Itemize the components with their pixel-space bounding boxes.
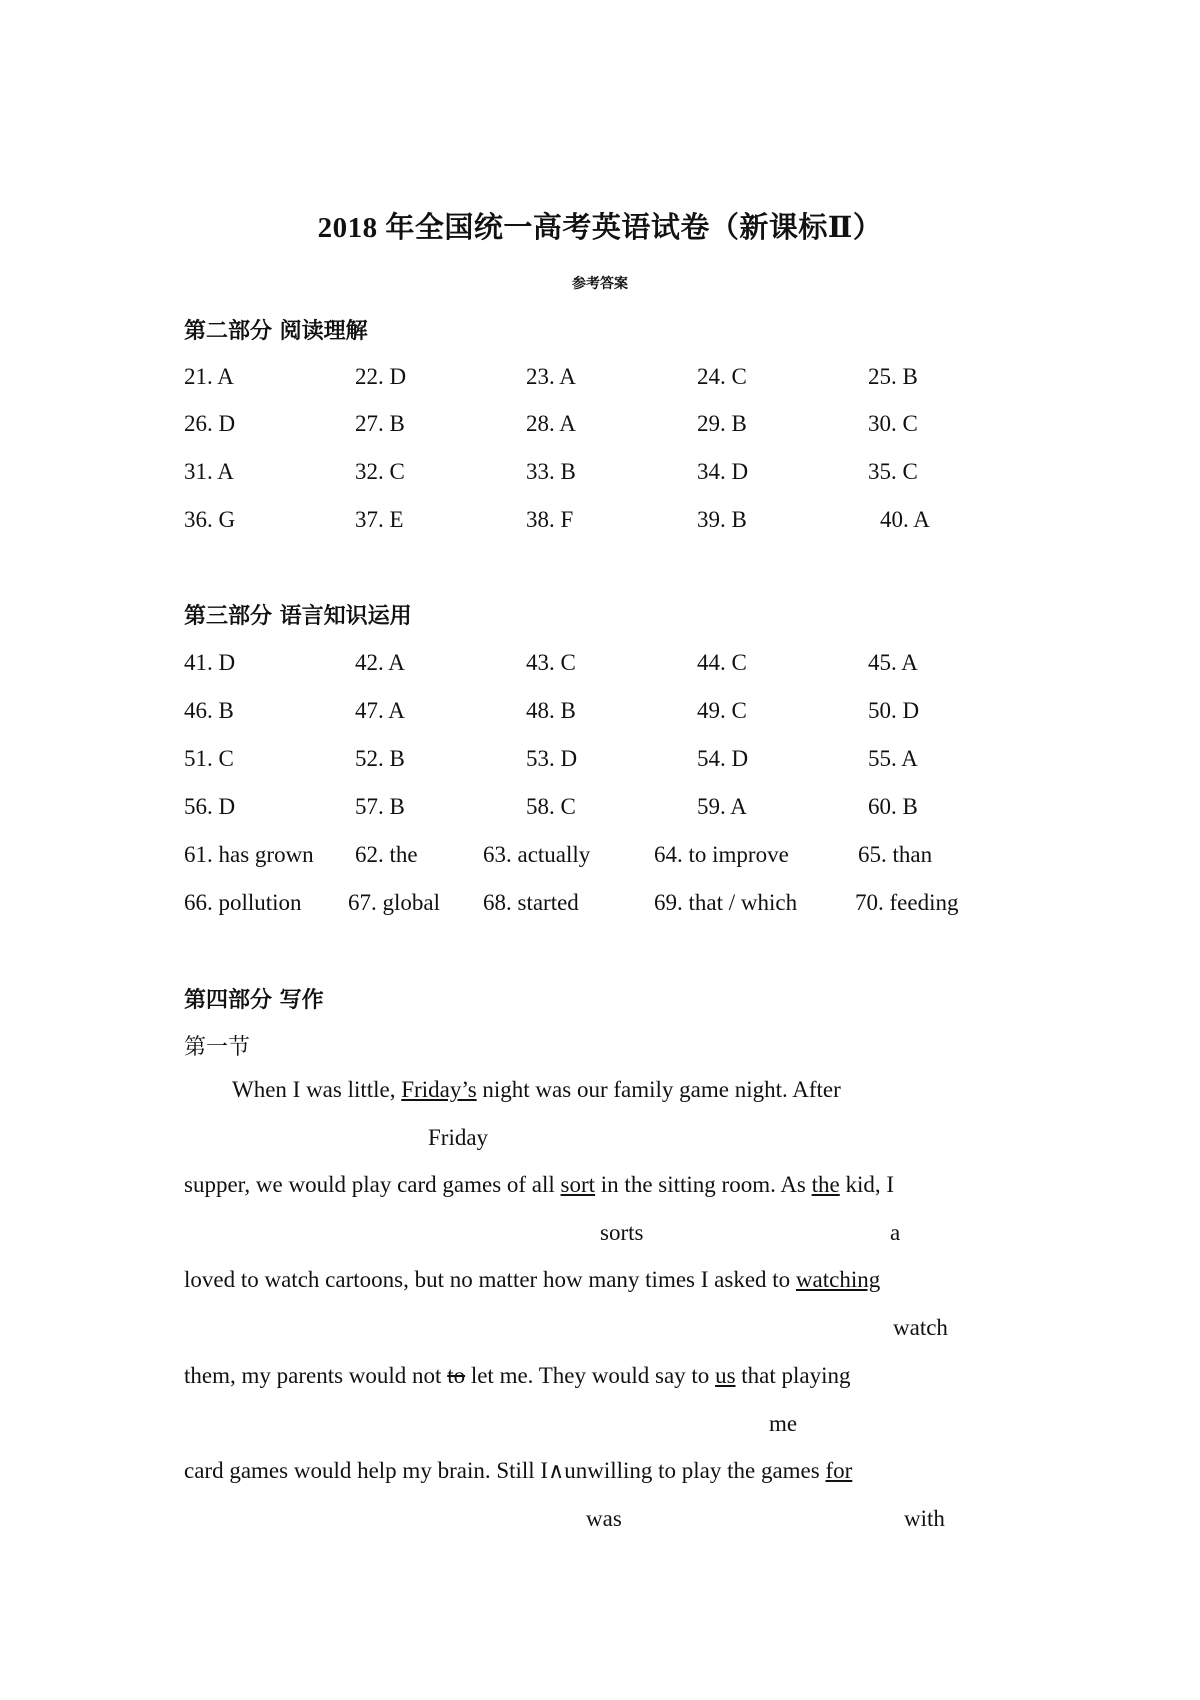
essay-text: them, my parents would not <box>184 1363 448 1388</box>
essay-text: card games would help my brain. Still I <box>184 1458 549 1483</box>
part4-section-label: 第一节 <box>184 1035 251 1060</box>
answer-item: 55. A <box>868 746 918 771</box>
answer-item: 47. A <box>355 698 405 723</box>
answer-item: 33. B <box>526 459 576 484</box>
answer-item: 32. C <box>355 459 405 484</box>
part3-heading: 第三部分 语言知识运用 <box>184 604 412 629</box>
answer-item: 29. B <box>697 411 747 436</box>
answer-item: 38. F <box>526 507 574 532</box>
essay-line-3 <box>184 1267 880 1293</box>
answer-item: 69. that / which <box>654 890 798 915</box>
answer-item: 56. D <box>184 794 236 819</box>
essay-deletion: to <box>447 1363 466 1388</box>
answer-item: 36. G <box>184 507 236 532</box>
answer-item: 62. the <box>355 842 418 867</box>
answer-item: 24. C <box>697 364 747 389</box>
answer-item: 30. C <box>868 411 918 436</box>
answer-item: 58. C <box>526 794 576 819</box>
essay-text: kid, I <box>839 1172 895 1197</box>
correction: sorts <box>600 1220 644 1245</box>
essay-error: watching <box>795 1267 881 1292</box>
answer-item: 34. D <box>697 459 749 484</box>
answer-item: 64. to improve <box>654 842 789 867</box>
answer-item: 43. C <box>526 650 576 675</box>
correction: watch <box>893 1315 948 1340</box>
answer-item: 48. B <box>526 698 576 723</box>
answer-item: 60. B <box>868 794 918 819</box>
essay-error: the <box>811 1172 840 1197</box>
essay-text: let me. They would say to <box>465 1363 716 1388</box>
answer-item: 21. A <box>184 364 234 389</box>
answer-item: 45. A <box>868 650 918 675</box>
part2-heading: 第二部分 阅读理解 <box>184 319 368 344</box>
answer-item: 25. B <box>868 364 918 389</box>
essay-line-5 <box>184 1458 852 1484</box>
answer-item: 70. feeding <box>855 890 959 915</box>
answer-item: 31. A <box>184 459 234 484</box>
answer-item: 63. actually <box>483 842 591 867</box>
correction: a <box>890 1220 901 1245</box>
answer-item: 23. A <box>526 364 576 389</box>
essay-line-4 <box>184 1363 851 1389</box>
answer-item: 50. D <box>868 698 920 723</box>
answer-item: 37. E <box>355 507 404 532</box>
essay-text: When I was little, <box>232 1077 402 1102</box>
answer-item: 61. has grown <box>184 842 314 867</box>
essay-error: for <box>825 1458 853 1483</box>
answer-item: 68. started <box>483 890 579 915</box>
essay-text: unwilling to play the games <box>564 1458 826 1483</box>
answer-item: 35. C <box>868 459 918 484</box>
answer-item: 26. D <box>184 411 236 436</box>
essay-error: Friday’s <box>401 1077 477 1102</box>
answer-item: 22. D <box>355 364 407 389</box>
answer-item: 65. than <box>858 842 933 867</box>
part4-heading: 第四部分 写作 <box>184 988 324 1013</box>
answer-item: 51. C <box>184 746 234 771</box>
insert-caret: ∧ <box>548 1459 565 1484</box>
correction: me <box>769 1411 798 1436</box>
answer-item: 54. D <box>697 746 749 771</box>
essay-line-2 <box>184 1172 894 1198</box>
answer-item: 57. B <box>355 794 405 819</box>
answer-item: 42. A <box>355 650 405 675</box>
essay-error: sort <box>560 1172 596 1197</box>
correction: Friday <box>428 1125 489 1150</box>
answer-item: 46. B <box>184 698 234 723</box>
answer-item: 67. global <box>348 890 440 915</box>
answer-item: 49. C <box>697 698 747 723</box>
essay-text: supper, we would play card games of all <box>184 1172 561 1197</box>
correction: with <box>904 1506 945 1531</box>
answer-item: 39. B <box>697 507 747 532</box>
essay-error: us <box>715 1363 736 1388</box>
page-title: 2018 年全国统一高考英语试卷（新课标Ⅱ） <box>317 212 883 244</box>
essay-text: loved to watch cartoons, but no matter how many times I asked to <box>184 1267 796 1292</box>
answer-item: 52. B <box>355 746 405 771</box>
page-subtitle: 参考答案 <box>572 277 628 292</box>
answer-item: 40. A <box>880 507 930 532</box>
answer-item: 59. A <box>697 794 747 819</box>
answer-item: 27. B <box>355 411 405 436</box>
answer-item: 44. C <box>697 650 747 675</box>
essay-text: night was our family game night. After <box>476 1077 841 1102</box>
answer-item: 28. A <box>526 411 576 436</box>
answer-item: 66. pollution <box>184 890 302 915</box>
essay-line-1 <box>232 1077 841 1103</box>
essay-text: that playing <box>735 1363 851 1388</box>
essay-text: in the sitting room. As <box>595 1172 812 1197</box>
answer-item: 53. D <box>526 746 578 771</box>
correction: was <box>586 1506 622 1531</box>
answer-item: 41. D <box>184 650 236 675</box>
